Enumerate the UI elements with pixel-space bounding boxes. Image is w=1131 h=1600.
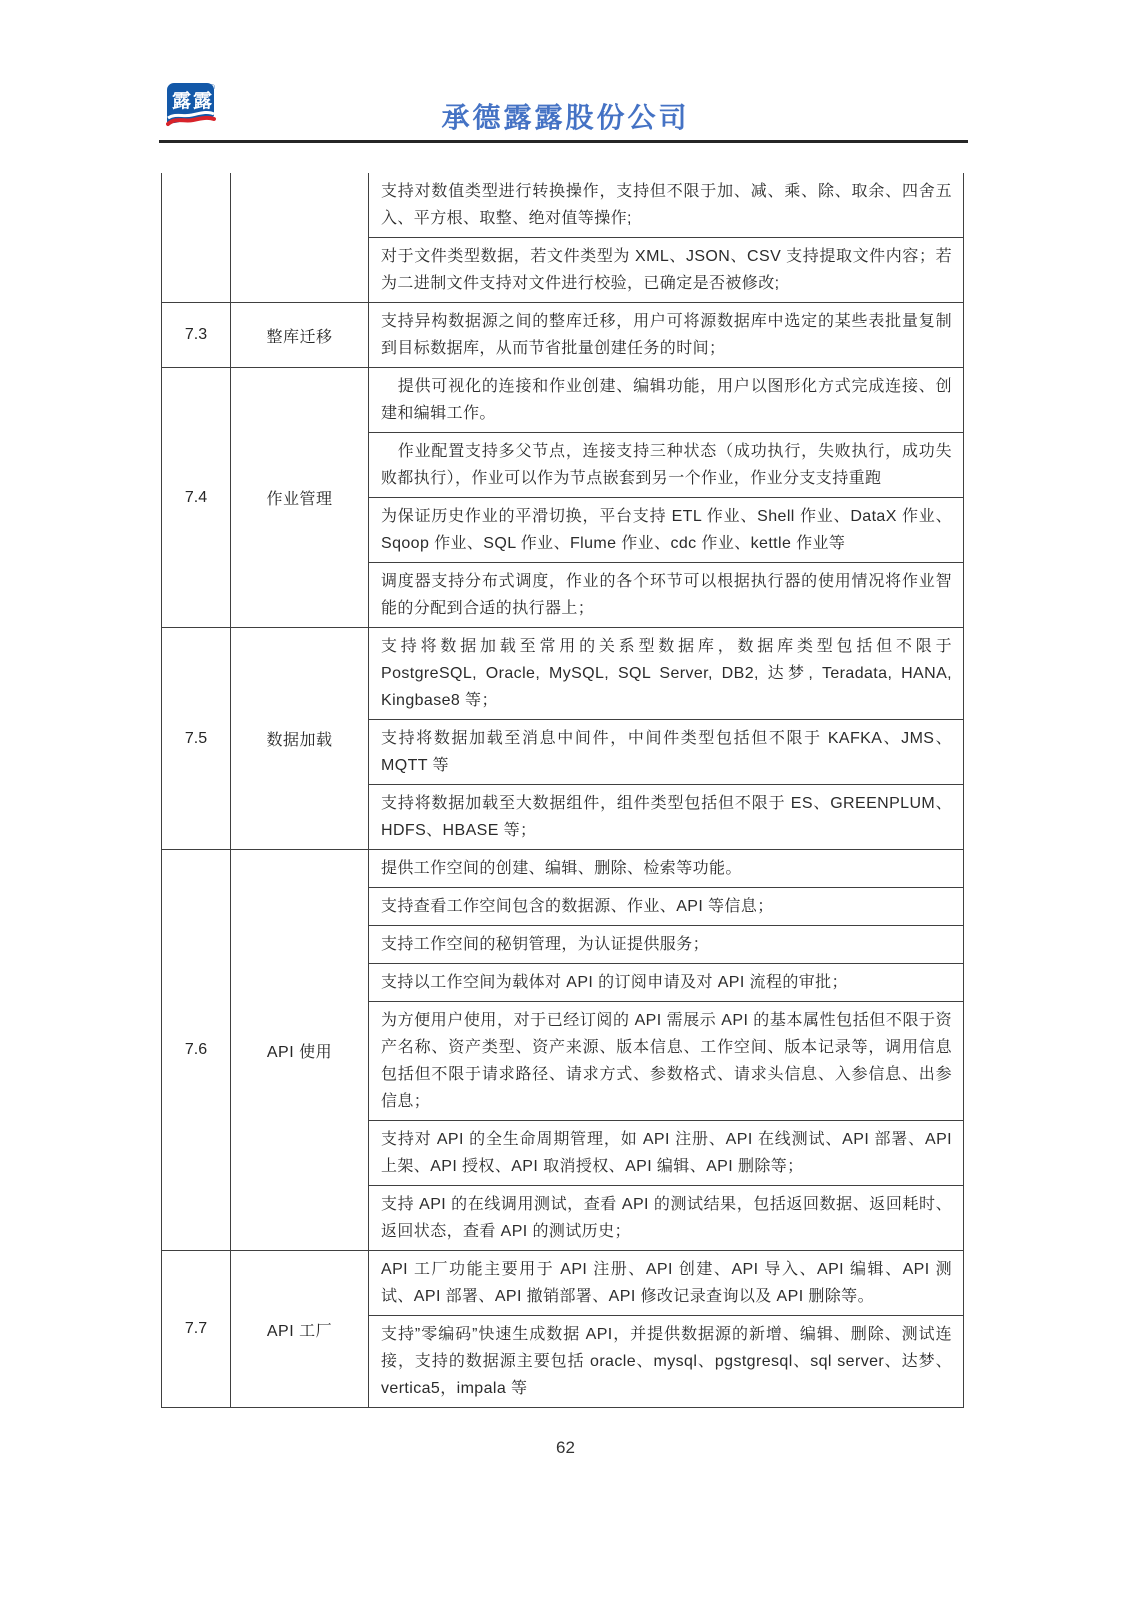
row-category-label: 作业管理 bbox=[231, 368, 369, 628]
requirement-item: 支持将数据加载至常用的关系型数据库，数据库类型包括但不限于 PostgreSQL, Oracle, MySQL, SQL Server, DB2, 达梦, Teradata, HANA, Kingbase8 等； bbox=[369, 628, 963, 720]
requirement-item: 支持将数据加载至消息中间件，中间件类型包括但不限于 KAFKA、JMS、MQTT 等 bbox=[369, 720, 963, 785]
requirement-item: 支持工作空间的秘钥管理，为认证提供服务； bbox=[369, 926, 963, 964]
row-requirements bbox=[369, 173, 964, 303]
row-category-label bbox=[231, 173, 369, 303]
requirements-table bbox=[161, 173, 964, 1408]
requirement-item: 支持将数据加载至大数据组件，组件类型包括但不限于 ES、GREENPLUM、HDFS、HBASE 等； bbox=[381, 795, 952, 839]
table-row bbox=[162, 173, 964, 303]
header-divider bbox=[159, 140, 968, 143]
table-row bbox=[162, 850, 964, 1251]
row-number: 7.3 bbox=[162, 303, 231, 368]
row-number bbox=[162, 173, 231, 303]
row-number: 7.5 bbox=[162, 628, 231, 850]
row-requirements bbox=[369, 303, 964, 368]
row-category-label: API 工厂 bbox=[231, 1251, 369, 1408]
table-row bbox=[162, 303, 964, 368]
row-category-label: 数据加载 bbox=[231, 628, 369, 850]
row-number: 7.6 bbox=[162, 850, 231, 1251]
row-requirements bbox=[369, 368, 964, 628]
table-row bbox=[162, 1251, 964, 1408]
spec-table-body bbox=[162, 173, 964, 1408]
row-requirements bbox=[369, 628, 964, 850]
table-row bbox=[162, 368, 964, 628]
requirement-item: 为方便用户使用，对于已经订阅的 API 需展示 API 的基本属性包括但不限于资产名称、资产类型、资产来源、版本信息、工作空间、版本记录等，调用信息包括但不限于请求路径、请求方式、参数格式、请求头信息、入参信息、出参信息； bbox=[369, 1002, 963, 1121]
requirement-item: 调度器支持分布式调度，作业的各个环节可以根据执行器的使用情况将作业智能的分配到合适的执行器上； bbox=[381, 573, 952, 617]
requirement-item: 支持以工作空间为载体对 API 的订阅申请及对 API 流程的审批； bbox=[369, 964, 963, 1002]
requirement-item: 支持 API 的在线调用测试，查看 API 的测试结果，包括返回数据、返回耗时、返回状态，查看 API 的测试历史； bbox=[381, 1196, 952, 1240]
requirement-item: 支持异构数据源之间的整库迁移，用户可将源数据库中选定的某些表批量复制到目标数据库，从而节省批量创建任务的时间； bbox=[381, 313, 952, 357]
registered-mark: ® bbox=[209, 83, 215, 92]
page-title: 承德露露股份公司 bbox=[441, 102, 690, 133]
requirement-item: 对于文件类型数据，若文件类型为 XML、JSON、CSV 支持提取文件内容；若为二进制文件支持对文件进行校验，已确定是否被修改; bbox=[381, 248, 952, 292]
requirement-item: 为保证历史作业的平滑切换，平台支持 ETL 作业、Shell 作业、DataX 作业、Sqoop 作业、SQL 作业、Flume 作业、cdc 作业、kettle 作业等 bbox=[369, 498, 963, 563]
row-number: 7.7 bbox=[162, 1251, 231, 1408]
row-requirements bbox=[369, 850, 964, 1251]
requirement-item: 支持对数值类型进行转换操作，支持但不限于加、减、乘、除、取余、四舍五入、平方根、取整、绝对值等操作; bbox=[369, 173, 963, 238]
requirement-item: 支持”零编码”快速生成数据 API，并提供数据源的新增、编辑、删除、测试连接，支持的数据源主要包括 oracle、mysql、pgstgresql、sql server、达梦、vertica5，impala 等 bbox=[381, 1326, 952, 1397]
row-category-label: 整库迁移 bbox=[231, 303, 369, 368]
logo-text: 露露 bbox=[172, 91, 215, 112]
table-row bbox=[162, 628, 964, 850]
row-requirements bbox=[369, 1251, 964, 1408]
requirement-item: 作业配置支持多父节点，连接支持三种状态（成功执行，失败执行，成功失败都执行），作业可以作为节点嵌套到另一个作业，作业分支支持重跑 bbox=[369, 433, 963, 498]
page-number: 62 bbox=[556, 1438, 575, 1457]
requirement-item: 支持查看工作空间包含的数据源、作业、API 等信息； bbox=[369, 888, 963, 926]
requirement-item: API 工厂功能主要用于 API 注册、API 创建、API 导入、API 编辑、API 测试、API 部署、API 撤销部署、API 修改记录查询以及 API 删除等。 bbox=[369, 1251, 963, 1316]
row-category-label: API 使用 bbox=[231, 850, 369, 1251]
requirement-item: 支持对 API 的全生命周期管理，如 API 注册、API 在线测试、API 部署、API 上架、API 授权、API 取消授权、API 编辑、API 删除等； bbox=[369, 1121, 963, 1186]
row-number: 7.4 bbox=[162, 368, 231, 628]
requirement-item: 提供工作空间的创建、编辑、删除、检索等功能。 bbox=[369, 850, 963, 888]
requirement-item: 提供可视化的连接和作业创建、编辑功能，用户以图形化方式完成连接、创建和编辑工作。 bbox=[369, 368, 963, 433]
